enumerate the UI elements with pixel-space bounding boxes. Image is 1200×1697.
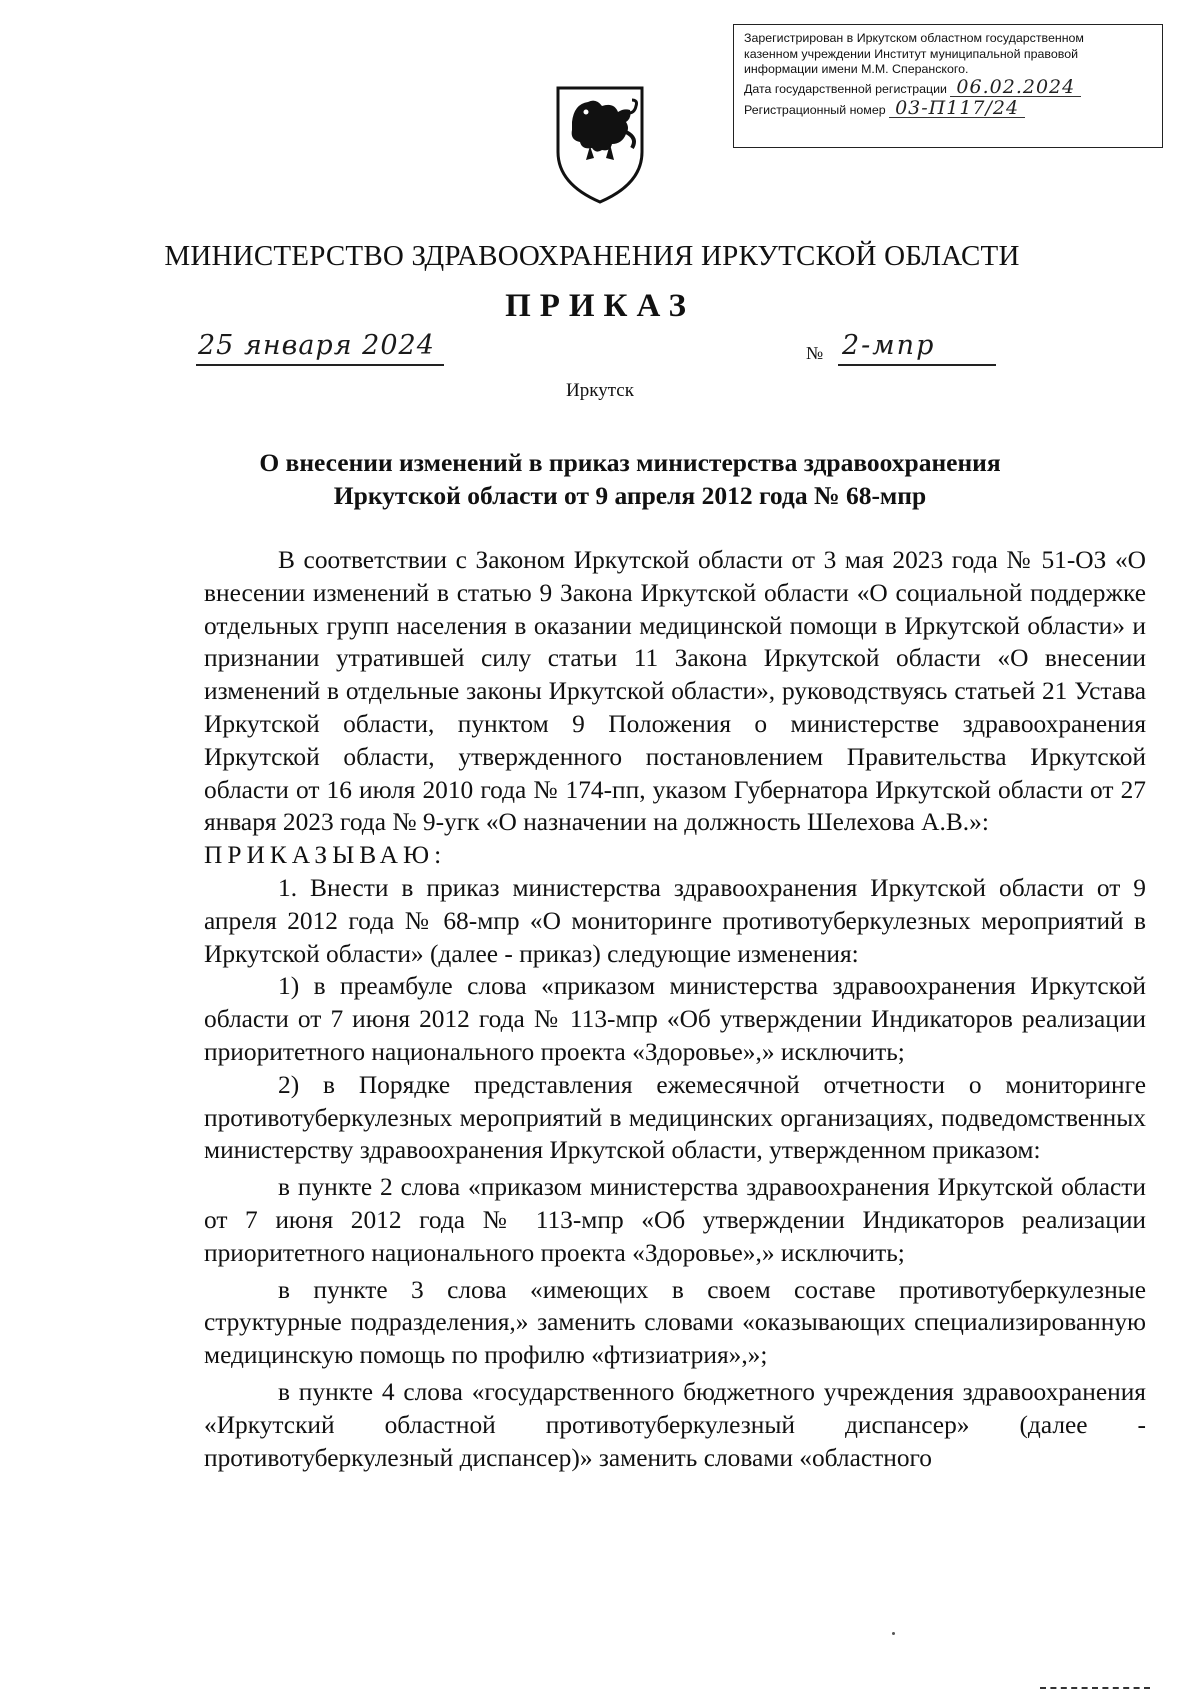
date-underline <box>196 364 444 366</box>
document-body <box>204 544 1146 1474</box>
city: Иркутск <box>566 380 634 401</box>
stamp-line-1: Зарегистрирован в Иркутском областном государственном <box>744 31 1084 45</box>
ministry-name: МИНИСТЕРСТВО ЗДРАВООХРАНЕНИЯ ИРКУТСКОЙ ОБЛАСТИ <box>164 240 1020 272</box>
irkutsk-coat-of-arms-icon <box>552 82 648 206</box>
item-1-2-b-paragraph: в пункте 3 слова «имеющих в своем составе противотуберкулезные структурные подразделения,» заменить словами «оказывающих специализированную медицинскую помощь по профилю «фтизиатрия»,»; <box>204 1275 1146 1370</box>
stamp-date-row <box>744 75 1154 98</box>
item-1-2-paragraph: 2) в Порядке представления ежемесячной отчетности о мониторинге противотуберкулезных мероприятий в медицинских организациях, подведомственных министерству здравоохранения Иркутской области, утвержденном приказом: <box>204 1070 1146 1165</box>
handwritten-date: 25 января 2024 <box>198 330 435 361</box>
heading-line-1: О внесении изменений в приказ министерства здравоохранения <box>259 448 1001 477</box>
heading-line-2: Иркутской области от 9 апреля 2012 года № 68-мпр <box>333 481 927 510</box>
scan-edge-mark <box>1040 1687 1150 1694</box>
stamp-number-value: 03-П117/24 <box>889 99 1025 118</box>
item-1-paragraph: 1. Внести в приказ министерства здравоохранения Иркутской области от 9 апреля 2012 года № 68-мпр «О мониторинге противотуберкулезных мероприятий в Иркутской области» (далее - приказ) следующие изменения: <box>204 873 1146 968</box>
stamp-date-value: 06.02.2024 <box>950 78 1081 97</box>
stamp-date-label: Дата государственной регистрации <box>744 81 947 96</box>
registration-stamp <box>733 24 1163 148</box>
stamp-line-3: информации имени М.М. Сперанского. <box>744 62 969 76</box>
stamp-number-label: Регистрационный номер <box>744 103 886 117</box>
item-1-2-c-paragraph: в пункте 4 слова «государственного бюджетного учреждения здравоохранения «Иркутский областной противотуберкулезный диспансер» (далее - противотуберкулезный диспансер)» заменить словами «областного <box>204 1377 1146 1472</box>
item-1-2-a-paragraph: в пункте 2 слова «приказом министерства здравоохранения Иркутской области от 7 июня 2012 года № 113-мпр «Об утверждении Индикаторов реализации приоритетного национального проекта «Здоровье»,» исключить; <box>204 1173 1146 1267</box>
stamp-line-2: казенном учреждении Институт муниципальной правовой <box>744 46 1079 61</box>
document-heading <box>150 446 1110 512</box>
handwritten-number: 2-мпр <box>842 330 936 361</box>
stamp-number-row <box>744 99 1154 119</box>
number-label: № <box>806 343 824 363</box>
orders-word: ПРИКАЗЫВАЮ: <box>204 841 447 870</box>
order-title: ПРИКАЗ <box>505 288 695 324</box>
preamble-paragraph: В соответствии с Законом Иркутской области от 3 мая 2023 года № 51-ОЗ «О внесении изменений в статью 9 Закона Иркутской области «О социальной поддержке отдельных групп населения в оказании медицинской помощи в Иркутской области» и признании утратившей силу статьи 11 Закона Иркутской области «О внесении изменений в отдельные законы Иркутской области», руководствуясь статьей 21 Устава Иркутской области, пунктом 9 Положения о министерстве здравоохранения Иркутской области, утвержденного постановлением Правительства Иркутской области от 16 июля 2010 года № 174-пп, указом Губернатора Иркутской области от 27 января 2023 года № 9-угк «О назначении на должность Шелехова А.В.»: <box>204 546 1146 837</box>
scan-speck <box>892 1632 895 1635</box>
item-1-1-paragraph: 1) в преамбуле слова «приказом министерства здравоохранения Иркутской области от 7 июня 2012 года № 113-мпр «Об утверждении Индикаторов реализации приоритетного национального проекта «Здоровье»,» исключить; <box>204 972 1146 1066</box>
number-underline <box>838 364 996 366</box>
